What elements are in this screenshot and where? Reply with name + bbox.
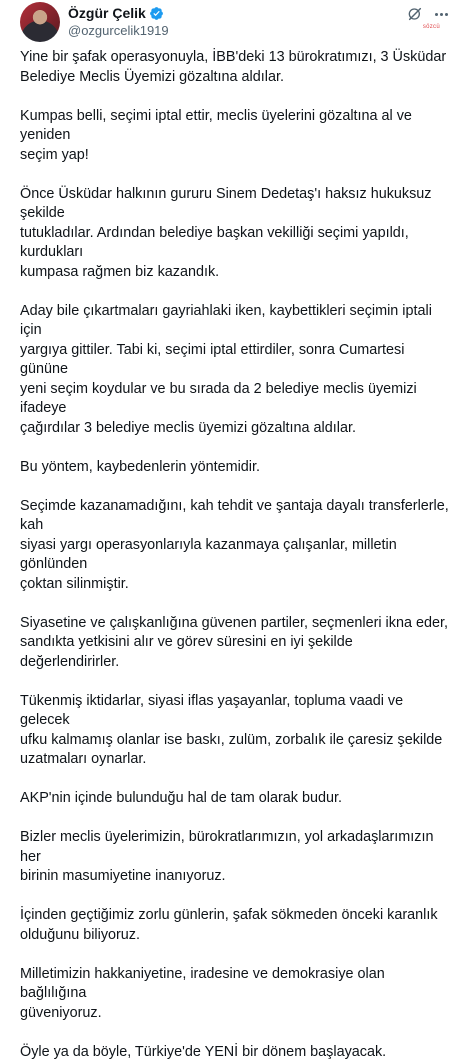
name-row (68, 4, 169, 22)
tweet-header (10, 0, 462, 44)
watermark-logo: sözcü (423, 24, 440, 30)
tweet-paragraph: Tükenmiş iktidarlar, siyasi iflas yaşayanlar, topluma vaadi ve gelecek ufku kalmamış olanlar ise baskı, zulüm, zorbalık ile çaresiz şekilde uzatmaları oynarlar. (20, 692, 452, 770)
author-handle[interactable]: @ozgurcelik1919 (68, 22, 169, 39)
tweet-paragraph: Yine bir şafak operasyonuyla, İBB'deki 13 bürokratımızı, 3 Üsküdar Belediye Meclis Üyemizi gözaltına aldılar. (20, 48, 452, 87)
tweet-paragraph: Önce Üsküdar halkının gururu Sinem Dedetaş'ı haksız hukuksuz şekilde tutukladılar. Ardından belediye başkan vekilliği seçimi yapıldı, kurdukları kumpasa rağmen biz kazandık. (20, 185, 452, 283)
avatar[interactable] (20, 2, 60, 42)
tweet-paragraph: Bu yöntem, kaybedenlerin yöntemidir. (20, 458, 452, 478)
more-options-icon[interactable] (435, 6, 448, 22)
tweet-paragraph: İçinden geçtiğimiz zorlu günlerin, şafak sökmeden önceki karanlık olduğunu biliyoruz. (20, 906, 452, 945)
verified-badge-icon (149, 6, 164, 21)
tweet-paragraph: Kumpas belli, seçimi iptal ettir, meclis üyelerini gözaltına al ve yeniden seçim yap! (20, 107, 452, 166)
tweet-paragraph: Seçimde kazanamadığını, kah tehdit ve şantaja dayalı transferlerle, kah siyasi yargı operasyonlarıyla kazanmaya çalışanlar, milletin gönlünden çoktan silinmiştir. (20, 497, 452, 595)
author-block (68, 4, 169, 39)
tweet-paragraph: AKP'nin içinde bulunduğu hal de tam olarak budur. (20, 789, 452, 809)
tweet-paragraph: Bizler meclis üyelerimizin, bürokratlarımızın, yol arkadaşlarımızın her birinin masumiyetine inanıyoruz. (20, 828, 452, 887)
tweet-paragraph: Siyasetine ve çalışkanlığına güvenen partiler, seçmenleri ikna eder, sandıkta yetkisini alır ve görev süresini en iyi şekilde değerlendirirler. (20, 614, 452, 673)
tweet-paragraph: Aday bile çıkartmaları gayriahlaki iken, kaybettikleri seçimin iptali için yargıya gittiler. Tabi ki, seçimi iptal ettirdiler, sonra Cumartesi gününe yeni seçim koydular ve bu sırada da 2 belediye meclis üyemizi ifadeye çağırdılar 3 belediye meclis üyemizi gözaltına aldılar. (20, 302, 452, 439)
tweet-text (10, 44, 462, 1062)
grok-icon[interactable] (407, 6, 423, 22)
tweet-paragraph: Öyle ya da böyle, Türkiye'de YENİ bir dönem başlayacak. (20, 1043, 452, 1062)
tweet-paragraph: Milletimizin hakkaniyetine, iradesine ve demokrasiye olan bağlılığına güveniyoruz. (20, 965, 452, 1024)
author-display-name[interactable]: Özgür Çelik (68, 4, 146, 22)
header-actions (407, 6, 448, 22)
